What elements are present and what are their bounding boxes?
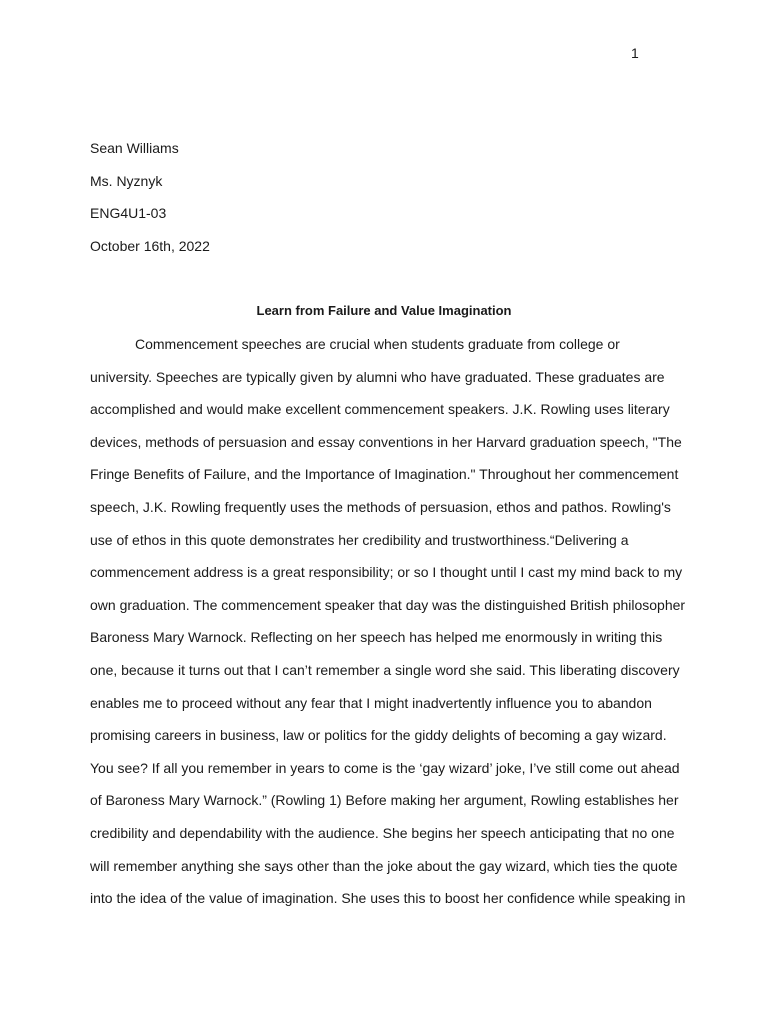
essay-title: Learn from Failure and Value Imagination	[256, 303, 512, 318]
body-line: into the idea of the value of imagination. She uses this to boost her confidence while speaking in	[90, 890, 686, 907]
body-line: accomplished and would make excellent commencement speakers. J.K. Rowling uses literary	[90, 401, 670, 418]
body-line: promising careers in business, law or politics for the giddy delights of becoming a gay wizard.	[90, 727, 667, 744]
body-line: commencement address is a great responsibility; or so I thought until I cast my mind back to my	[90, 564, 683, 581]
body-line: one, because it turns out that I can’t remember a single word she said. This liberating discovery	[90, 661, 680, 678]
course-code: ENG4U1-03	[90, 205, 167, 222]
body-line: credibility and dependability with the audience. She begins her speech anticipating that no one	[90, 824, 675, 841]
essay-date: October 16th, 2022	[90, 237, 210, 254]
page-number: 1	[631, 45, 639, 61]
body-line: speech, J.K. Rowling frequently uses the methods of persuasion, ethos and pathos. Rowling's	[90, 498, 671, 515]
body-line: of Baroness Mary Warnock.” (Rowling 1) Before making her argument, Rowling establishes her	[90, 792, 679, 809]
body-line: enables me to proceed without any fear that I might inadvertently influence you to abandon	[90, 694, 652, 711]
body-line: use of ethos in this quote demonstrates her credibility and trustworthiness.“Delivering a	[90, 531, 629, 548]
teacher-name: Ms. Nyznyk	[90, 172, 163, 189]
body-line: own graduation. The commencement speaker that day was the distinguished British philosopher	[90, 596, 686, 613]
student-name: Sean Williams	[90, 140, 179, 156]
essay-body	[90, 335, 690, 922]
body-line: Baroness Mary Warnock. Reflecting on her speech has helped me enormously in writing this	[90, 629, 663, 646]
body-line: will remember anything she says other than the joke about the gay wizard, which ties the quote	[90, 857, 678, 874]
body-line: Commencement speeches are crucial when students graduate from college or	[135, 336, 620, 352]
body-line: devices, methods of persuasion and essay conventions in her Harvard graduation speech, "The	[90, 433, 682, 450]
body-line: university. Speeches are typically given by alumni who have graduated. These graduates are	[90, 368, 665, 385]
body-line: You see? If all you remember in years to come is the ‘gay wizard’ joke, I’ve still come out ahead	[90, 759, 680, 776]
body-line: Fringe Benefits of Failure, and the Importance of Imagination." Throughout her commencement	[90, 466, 679, 483]
mla-heading	[90, 139, 210, 269]
